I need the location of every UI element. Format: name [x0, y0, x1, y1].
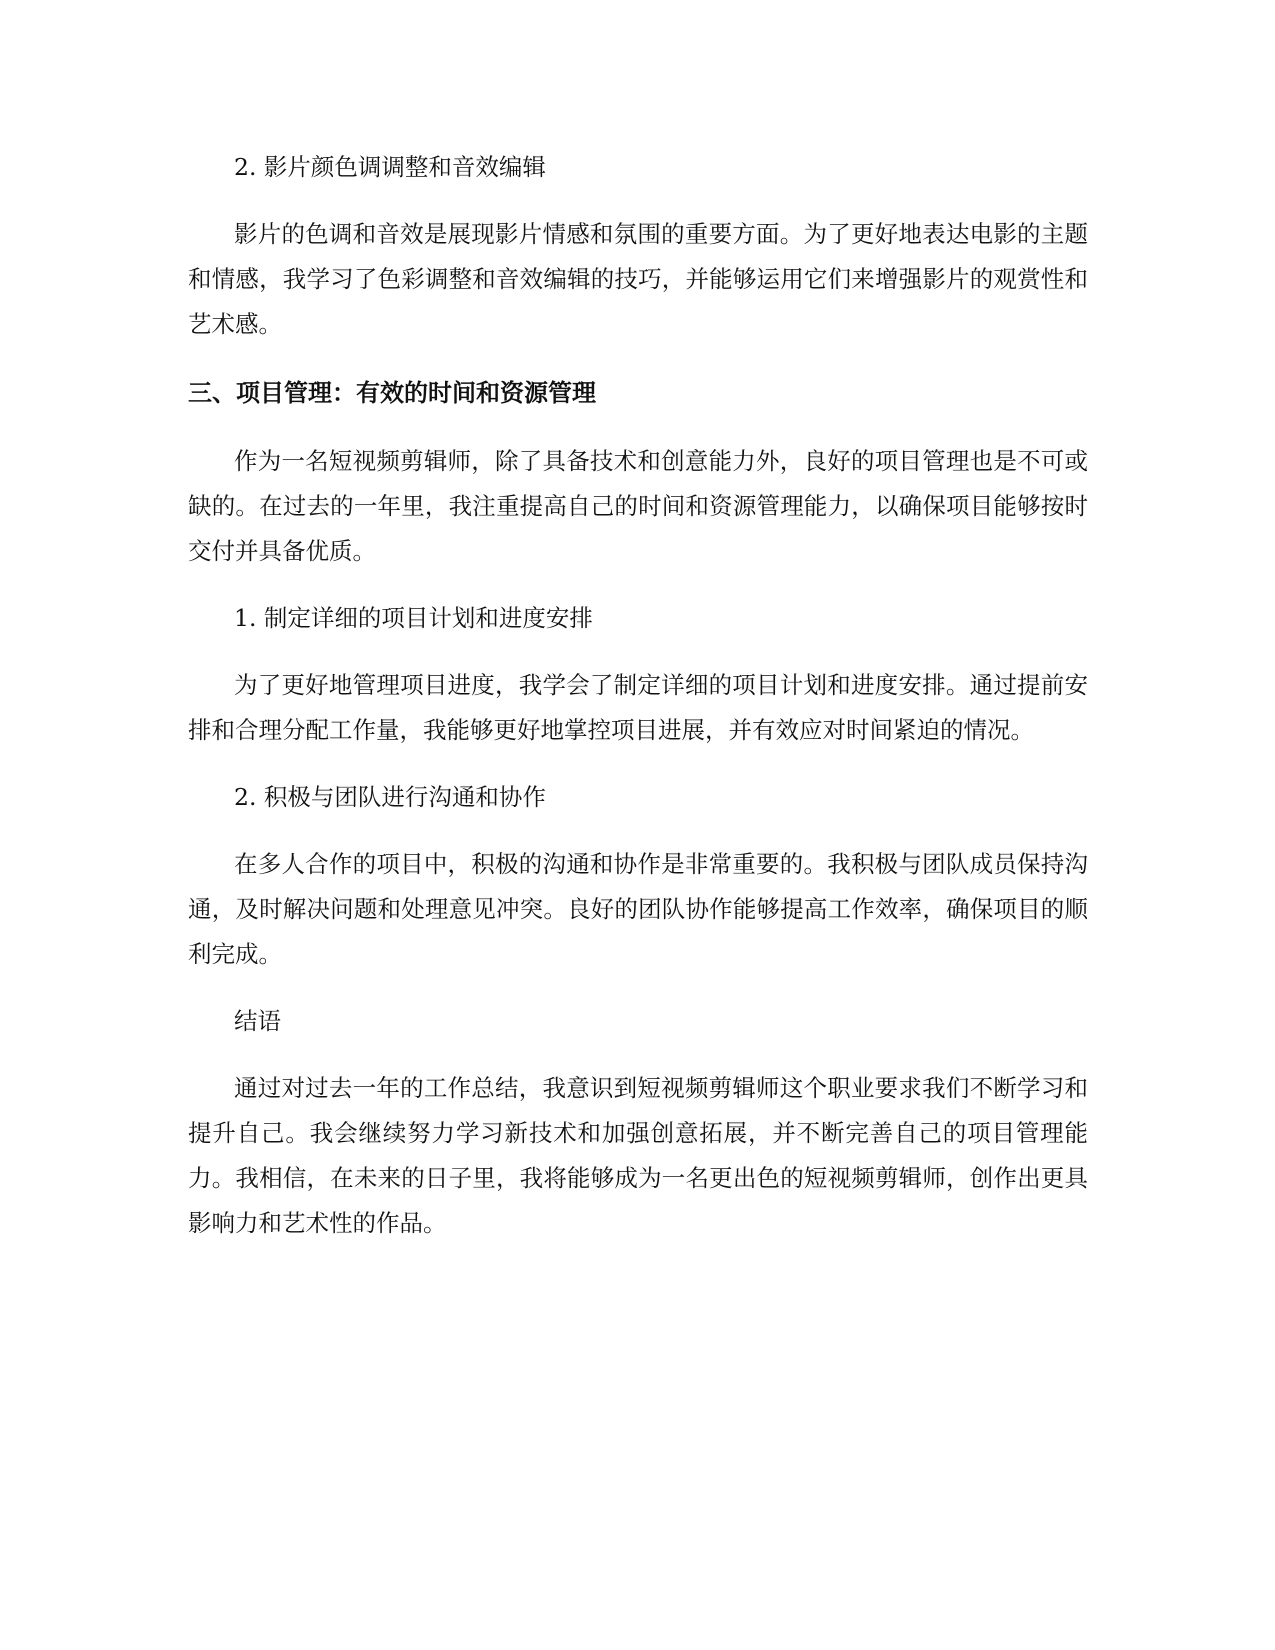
section-title-project-management: 三、项目管理：有效的时间和资源管理	[188, 379, 596, 407]
paragraph-team-communication: 在多人合作的项目中，积极的沟通和协作是非常重要的。我积极与团队成员保持沟通，及时解决问题和处理意见冲突。良好的团队协作能够提高工作效率，确保项目的顺利完成。	[188, 850, 1088, 968]
conclusion-heading: 结语	[234, 1007, 281, 1035]
subsection-heading-color-sound: 2. 影片颜色调调整和音效编辑	[234, 153, 546, 181]
subsection-heading-project-plan: 1. 制定详细的项目计划和进度安排	[234, 604, 593, 632]
paragraph-color-sound: 影片的色调和音效是展现影片情感和氛围的重要方面。为了更好地表达电影的主题和情感，我学习了色彩调整和音效编辑的技巧，并能够运用它们来增强影片的观赏性和艺术感。	[188, 220, 1088, 338]
subsection-heading-team-communication: 2. 积极与团队进行沟通和协作	[234, 783, 546, 811]
paragraph-conclusion: 通过对过去一年的工作总结，我意识到短视频剪辑师这个职业要求我们不断学习和提升自己。我会继续努力学习新技术和加强创意拓展，并不断完善自己的项目管理能力。我相信，在未来的日子里，我将能够成为一名更出色的短视频剪辑师，创作出更具影响力和艺术性的作品。	[188, 1074, 1088, 1237]
paragraph-project-plan: 为了更好地管理项目进度，我学会了制定详细的项目计划和进度安排。通过提前安排和合理分配工作量，我能够更好地掌控项目进展，并有效应对时间紧迫的情况。	[188, 671, 1088, 744]
paragraph-project-management-intro: 作为一名短视频剪辑师，除了具备技术和创意能力外，良好的项目管理也是不可或缺的。在过去的一年里，我注重提高自己的时间和资源管理能力，以确保项目能够按时交付并具备优质。	[188, 447, 1088, 565]
document-content	[188, 145, 1088, 1268]
